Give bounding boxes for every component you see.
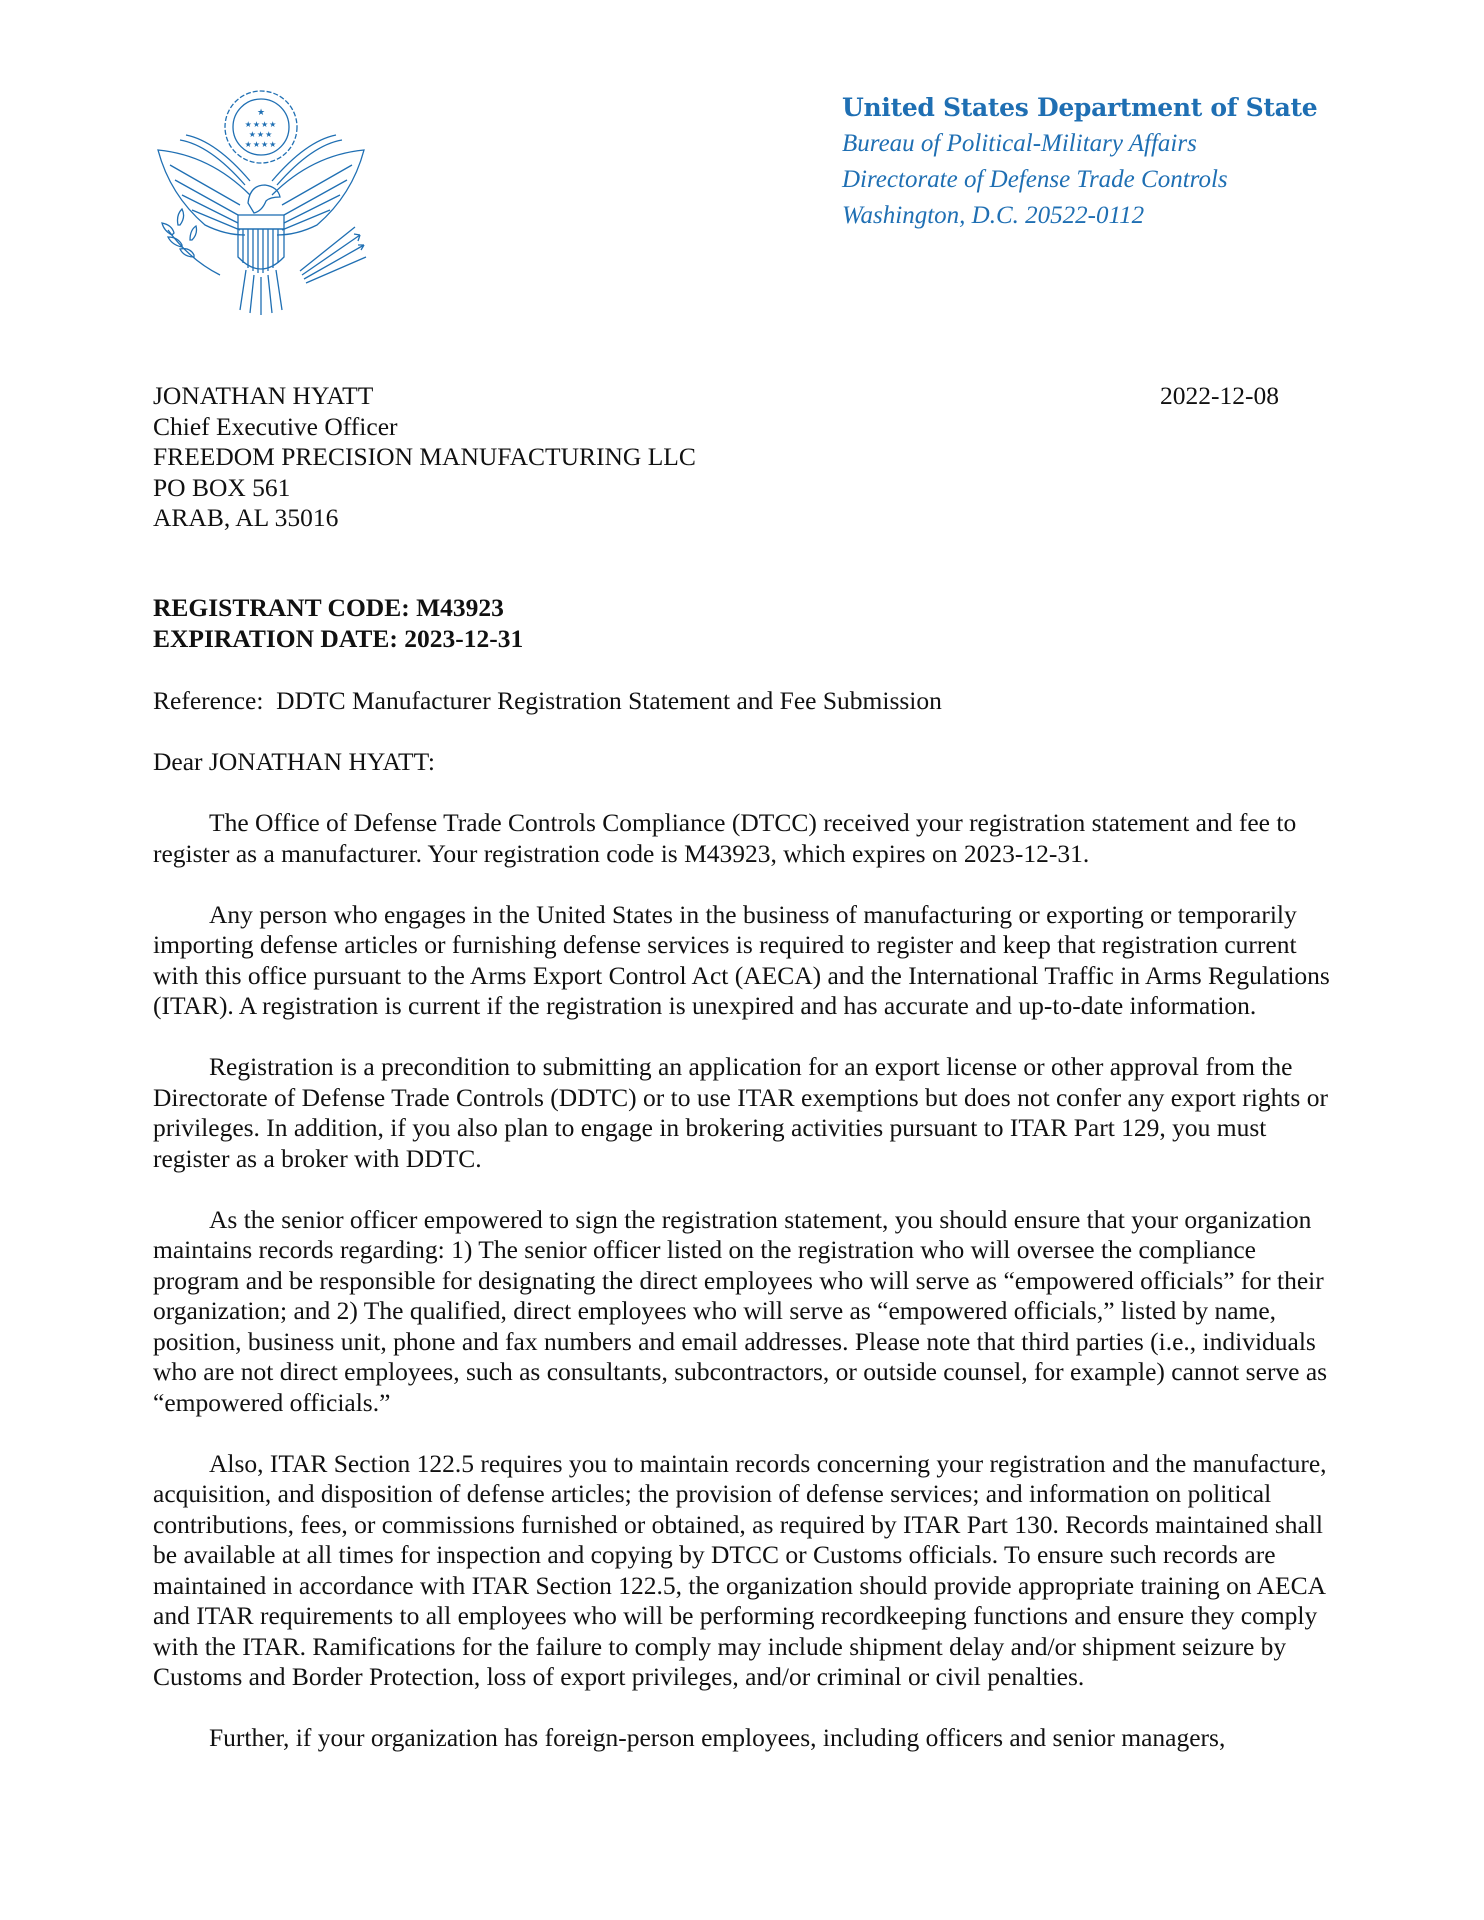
svg-text:★★★: ★★★ [248,130,274,139]
recipient-address-line-2: ARAB, AL 35016 [153,503,339,532]
svg-text:★★★★: ★★★★ [244,140,278,149]
office-address: Washington, D.C. 20522-0112 [842,202,1145,229]
registrant-code: REGISTRANT CODE: M43923 [153,593,504,622]
body-paragraph: Further, if your organization has foreign-person employees, including officers and senior managers, [209,1723,1226,1752]
expiration-date: EXPIRATION DATE: 2023-12-31 [153,623,524,653]
reference-line: Reference: DDTC Manufacturer Registration Statement and Fee Submission [153,686,942,715]
body-paragraph: Also, ITAR Section 122.5 requires you to maintain records concerning your registration and the manufacture, acquisition, and disposition of defense articles; the provision of defense services; and information on political contributions, fees, or commissions furnished or obtained, as required by ITAR Part 130. Records maintained shall be available at all times for inspection and copying by DTCC or Customs officials. To ensure such records are maintained in accordance with ITAR Section 122.5, the organization should provide appropriate training on AECA and ITAR requirements to all employees who will be performing recordkeeping functions and ensure they comply with the ITAR. Ramifications for the failure to comply may include shipment delay and/or shipment seizure by Customs and Border Protection, loss of export privileges, and/or criminal or civil penalties. [153,1448,1327,1691]
body-paragraph: As the senior officer empowered to sign the registration statement, you should ensure that your organization maintains records regarding: 1) The senior officer listed on the registration who will oversee the compliance program and be responsible for designating the direct employees who will serve as “empowered officials” for their organization; and 2) The qualified, direct employees who will serve as “empowered officials,” listed by name, position, business unit, phone and fax numbers and email addresses. Please note that third parties (i.e., individuals who are not direct employees, such as consultants, subcontractors, or outside counsel, for example) cannot serve as “empowered officials.” [153,1204,1328,1417]
recipient-address-line-1: PO BOX 561 [153,472,291,502]
salutation: Dear JONATHAN HYATT: [153,747,436,776]
recipient-title: Chief Executive Officer [153,411,398,441]
svg-text:★: ★ [256,107,266,117]
body-paragraph: The Office of Defense Trade Controls Compliance (DTCC) received your registration statement and fee to register as a manufacturer. Your registration code is M43923, which expires on 2023-12-31. [153,808,1297,868]
body-paragraph: Any person who engages in the United States in the business of manufacturing or exporting or temporarily importing defense articles or furnishing defense services is required to register and keep that registration current with this office pursuant to the Arms Export Control Act (AECA) and the International Traffic in Arms Regulations (ITAR). A registration is current if the registration is unexpired and has accurate and up-to-date information. [153,899,1330,1020]
letter-date: 2022-12-08 [1160,381,1279,410]
letter-body [153,808,1333,1754]
great-seal-eagle-icon [150,85,372,315]
body-paragraph: Registration is a precondition to submitting an application for an export license or other approval from the Directorate of Defense Trade Controls (DDTC) or to use ITAR exemptions but does not confer any export rights or privileges. In addition, if you also plan to engage in brokering activities pursuant to ITAR Part 129, you must register as a broker with DDTC. [153,1052,1328,1173]
recipient-address-block [153,381,696,534]
recipient-company: FREEDOM PRECISION MANUFACTURING LLC [153,442,696,471]
recipient-name: JONATHAN HYATT [153,381,374,410]
registration-info [153,593,523,654]
directorate-name: Directorate of Defense Trade Controls [842,166,1228,193]
letterhead [842,90,1317,234]
bureau-name: Bureau of Political-Military Affairs [842,130,1197,157]
svg-text:★★★★: ★★★★ [244,120,278,129]
department-name: United States Department of State [842,93,1318,122]
